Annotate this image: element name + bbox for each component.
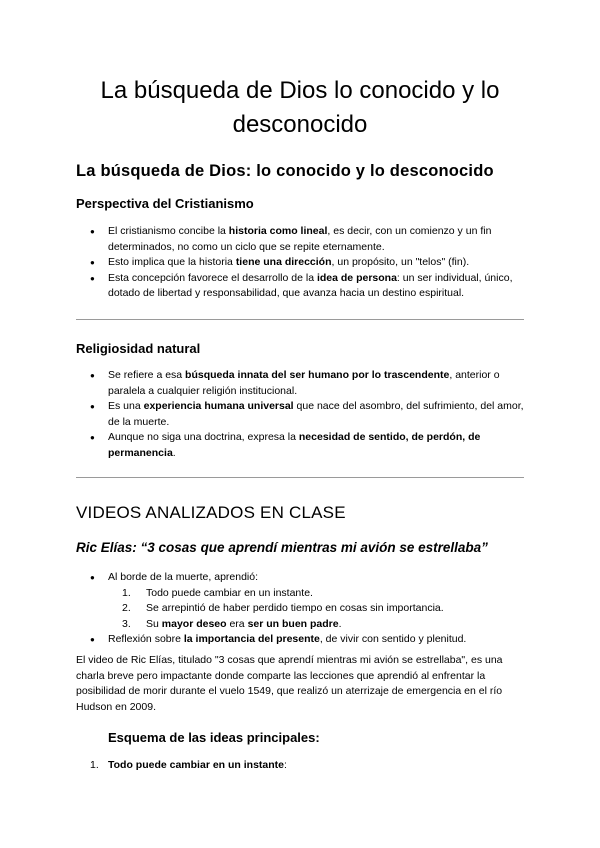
list-item: ● Esto implica que la historia tiene una dirección, un propósito, un "telos" (fin). xyxy=(88,255,528,271)
sublist-item: 3. Su mayor deseo era ser un buen padre. xyxy=(122,617,342,630)
document-title: La búsqueda de Dios lo conocido y lo desconocido xyxy=(100,77,500,138)
sublist-item: 1. Todo puede cambiar en un instante. xyxy=(122,586,313,599)
heading-religiosidad: Religiosidad natural xyxy=(76,341,201,356)
list-item: ● Reflexión sobre la importancia del presente, de vivir con sentido y plenitud. xyxy=(88,632,528,648)
heading-ric-elias: Ric Elías: “3 cosas que aprendí mientras mi avión se estrellaba” xyxy=(76,540,488,555)
sublist-item: 2. Se arrepintió de haber perdido tiempo en cosas sin importancia. xyxy=(122,602,444,614)
list-item: ● Aunque no siga una doctrina, expresa la necesidad de sentido, de perdón, de permanencia. xyxy=(88,430,528,461)
list-item: ● Es una experiencia humana universal que nace del asombro, del sufrimiento, del amor, de la muerte. xyxy=(88,399,528,430)
list-perspectiva xyxy=(88,224,528,302)
divider xyxy=(76,319,524,320)
numbered-sublist xyxy=(122,586,528,633)
list-item: ● Esta concepción favorece el desarrollo de la idea de persona: un ser individual, único, dotado de libertad y responsabilidad, que avanza hacia un destino espiritual. xyxy=(88,271,528,302)
list-religiosidad xyxy=(88,368,528,461)
heading-videos: VIDEOS ANALIZADOS EN CLASE xyxy=(76,503,346,522)
list-item: ● Se refiere a esa búsqueda innata del ser humano por lo trascendente, anterior o paralela a cualquier religión institucional. xyxy=(88,368,528,399)
numbered-item: 1. Todo puede cambiar en un instante: xyxy=(90,759,287,771)
heading-perspectiva: Perspectiva del Cristianismo xyxy=(76,196,254,211)
list-item: ● Al borde de la muerte, aprendió: 1. Todo puede cambiar en un instante. 2. Se arrepintió de haber perdido tiempo en cosas sin importancia. 3. Su mayor deseo era ser un buen padre. xyxy=(88,570,528,632)
list-item: ● El cristianismo concibe la historia como lineal, es decir, con un comienzo y un fin determinados, no como un ciclo que se repite eternamente. xyxy=(88,224,528,255)
section-heading-main: La búsqueda de Dios: lo conocido y lo desconocido xyxy=(76,162,494,180)
heading-esquema: Esquema de las ideas principales: xyxy=(108,730,320,745)
paragraph-ric-elias: El video de Ric Elías, titulado "3 cosas que aprendí mientras mi avión se estrellaba", es una charla breve pero impactante donde comparte las lecciones que aprendió al enfrentar la posibilidad de morir durante el vuelo 1549, que realizó un aterrizaje de emergencia en el río Hudson en 2009. xyxy=(76,654,503,713)
divider xyxy=(76,477,524,478)
list-ric-elias xyxy=(88,570,528,648)
